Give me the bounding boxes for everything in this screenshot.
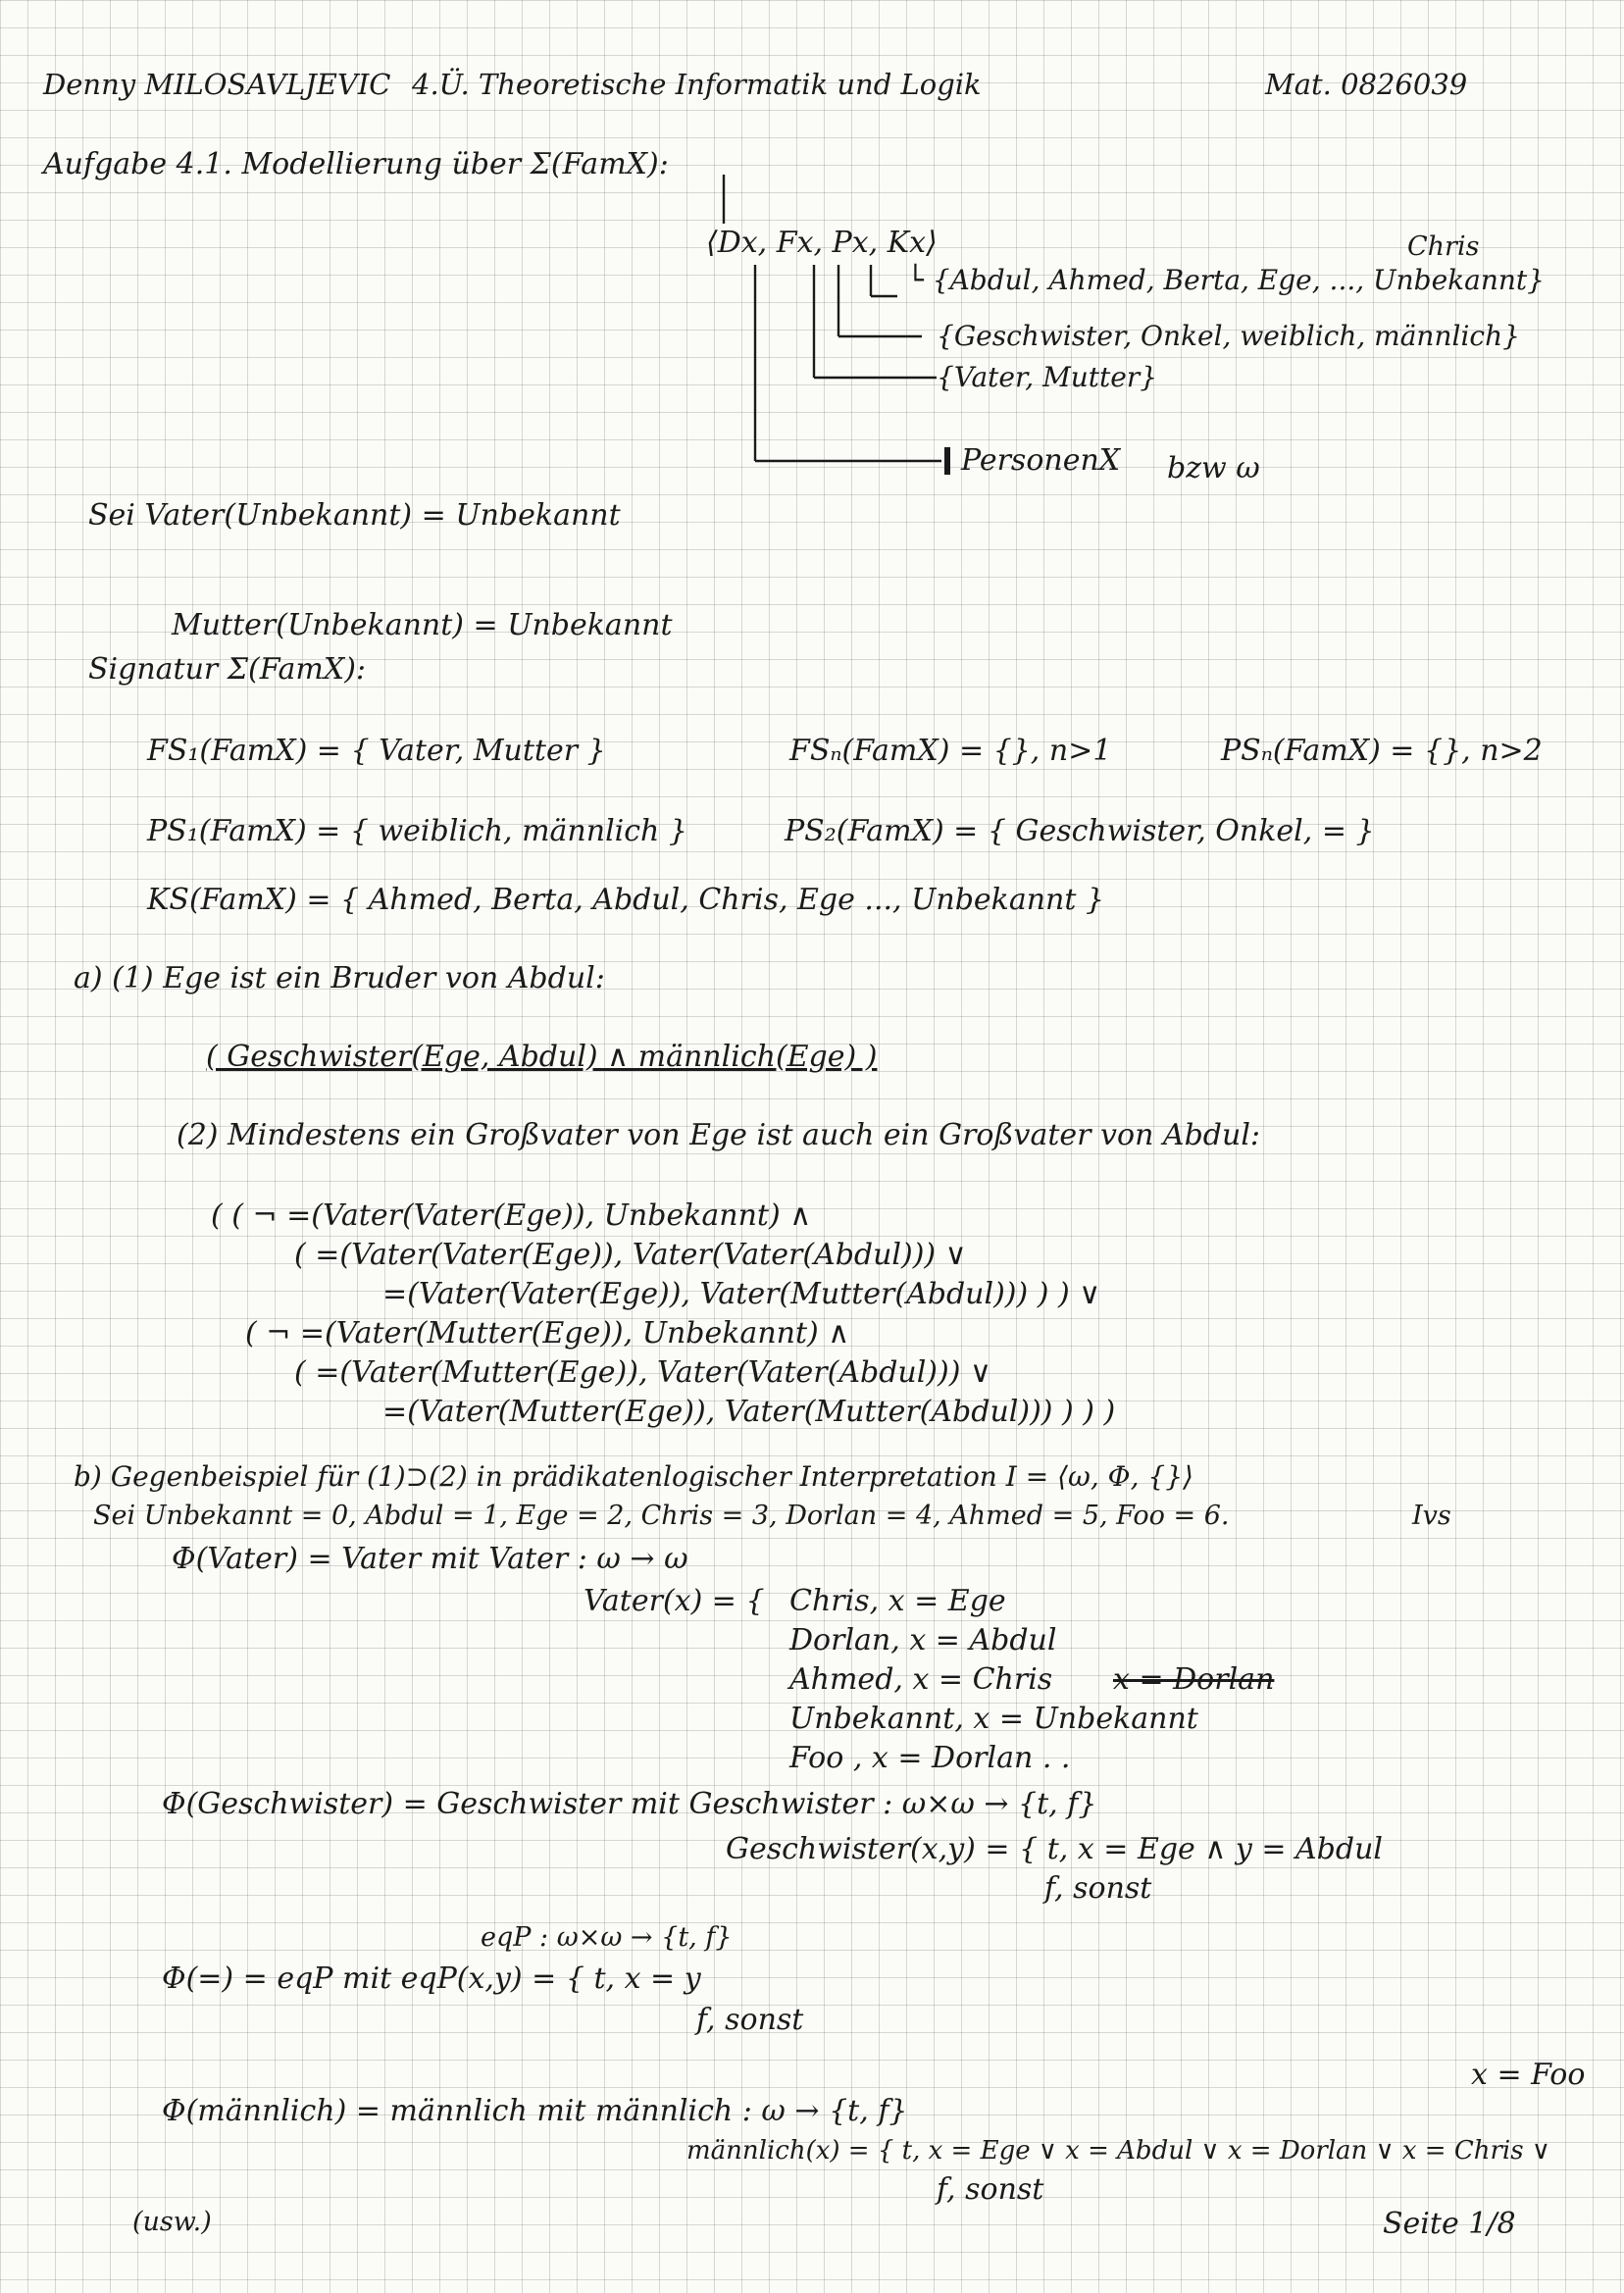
- vater-case-1: Chris, x = Ege: [789, 1584, 1006, 1618]
- part-b-maenn-case-1: männlich(x) = { t, x = Ege ∨ x = Abdul ∨ x = Dorlan ∨ x = Chris ∨: [686, 2136, 1550, 2166]
- sei-line-2: Mutter(Unbekannt) = Unbekannt: [172, 608, 673, 642]
- part-b-geschw-case-2: f, sonst: [1044, 1871, 1152, 1906]
- part-b-eqp-sig: eqP : ω×ω → {t, f}: [481, 1922, 733, 1953]
- part-b-geschw-def: Φ(Geschwister) = Geschwister mit Geschwister : ω×ω → {t, f}: [162, 1787, 1097, 1821]
- signatur-title: Signatur Σ(FamX):: [88, 652, 367, 687]
- part-a-formula-line-3: =(Vater(Vater(Ege)), Vater(Mutter(Abdul))) ) ) ∨: [382, 1277, 1101, 1311]
- footer-usw: (usw.): [132, 2207, 212, 2237]
- part-a-formula-line-5: ( =(Vater(Mutter(Ege)), Vater(Vater(Abdul))) ∨: [294, 1355, 991, 1390]
- header-matnr: Mat. 0826039: [1265, 68, 1468, 101]
- part-b-vater-def: Φ(Vater) = Vater mit Vater : ω → ω: [172, 1542, 688, 1576]
- vater-case-2: Dorlan, x = Abdul: [789, 1623, 1057, 1657]
- part-b-sei: Sei Unbekannt = 0, Abdul = 1, Ege = 2, Chris = 3, Dorlan = 4, Ahmed = 5, Foo = 6.: [93, 1501, 1230, 1531]
- vater-case-3: Ahmed, x = Chris: [789, 1662, 1053, 1697]
- signatur-ps1: PS₁(FamX) = { weiblich, männlich }: [147, 814, 688, 848]
- structure-dx: PersonenX: [961, 443, 1121, 478]
- header-course: 4.Ü. Theoretische Informatik und Logik: [412, 68, 982, 101]
- part-b-ivs: Ivs: [1412, 1501, 1451, 1531]
- part-a-item2-label: (2) Mindestens ein Großvater von Ege ist auch ein Großvater von Abdul:: [177, 1118, 1261, 1152]
- structure-bzw: bzw ω: [1167, 451, 1260, 485]
- part-a-formula-line-6: =(Vater(Mutter(Ege)), Vater(Mutter(Abdul))) ) ) ): [382, 1395, 1116, 1429]
- structure-tuple: ⟨Dx, Fx, Px, Kx⟩: [706, 226, 938, 260]
- structure-fx: {Vater, Mutter}: [937, 361, 1158, 393]
- part-b-geschw-case-1: Geschwister(x,y) = { t, x = Ege ∧ y = Abdul: [726, 1832, 1383, 1866]
- part-a-formula-line-2: ( =(Vater(Vater(Ege)), Vater(Vater(Abdul))) ∨: [294, 1238, 967, 1272]
- structure-kx: └ {Abdul, Ahmed, Berta, Ege, ..., Unbekannt}: [907, 264, 1545, 296]
- part-a-item1-label: a) (1) Ege ist ein Bruder von Abdul:: [74, 961, 605, 995]
- signatur-fsn: FSₙ(FamX) = {}, n>1: [789, 734, 1112, 768]
- sei-line-1: Sei Vater(Unbekannt) = Unbekannt: [88, 498, 621, 533]
- footer-page-number: Seite 1/8: [1383, 2207, 1516, 2241]
- signatur-ks: KS(FamX) = { Ahmed, Berta, Abdul, Chris, Ege ..., Unbekannt }: [147, 883, 1105, 917]
- header-author: Denny MILOSAVLJEVIC: [43, 68, 391, 101]
- part-b-title: b) Gegenbeispiel für (1)⊃(2) in prädikatenlogischer Interpretation I = ⟨ω, Φ, {}⟩: [74, 1460, 1193, 1493]
- vater-case-3-strikeout: x = Dorlan: [1113, 1662, 1275, 1697]
- part-a-formula-line-4: ( ¬ =(Vater(Mutter(Ege)), Unbekannt) ∧: [245, 1316, 850, 1350]
- vater-case-4: Unbekannt, x = Unbekannt: [789, 1702, 1198, 1736]
- part-b-vater-head: Vater(x) = {: [584, 1584, 765, 1618]
- part-b-eq-case-2: f, sonst: [696, 2003, 804, 2037]
- structure-px: {Geschwister, Onkel, weiblich, männlich}: [937, 320, 1520, 352]
- aufgabe-title: Aufgabe 4.1. Modellierung über Σ(FamX):: [43, 147, 669, 181]
- vater-case-5: Foo , x = Dorlan . .: [789, 1741, 1071, 1775]
- structure-chris-note: Chris: [1407, 231, 1480, 262]
- part-b-maenn-def: Φ(männlich) = männlich mit männlich : ω → {t, f}: [162, 2094, 908, 2128]
- signatur-fs1: FS₁(FamX) = { Vater, Mutter }: [147, 734, 606, 768]
- part-a-formula-line-1: ( ( ¬ =(Vater(Vater(Ege)), Unbekannt) ∧: [211, 1198, 812, 1233]
- signatur-ps2: PS₂(FamX) = { Geschwister, Onkel, = }: [785, 814, 1375, 848]
- signatur-psn: PSₙ(FamX) = {}, n>2: [1221, 734, 1543, 768]
- part-b-eq-def: Φ(=) = eqP mit eqP(x,y) = { t, x = y: [162, 1962, 701, 1996]
- part-b-maenn-case-2: f, sonst: [937, 2172, 1044, 2207]
- part-a-item1-formula: ( Geschwister(Ege, Abdul) ∧ männlich(Ege) ): [206, 1040, 878, 1074]
- part-b-x-foo: x = Foo: [1471, 2058, 1586, 2092]
